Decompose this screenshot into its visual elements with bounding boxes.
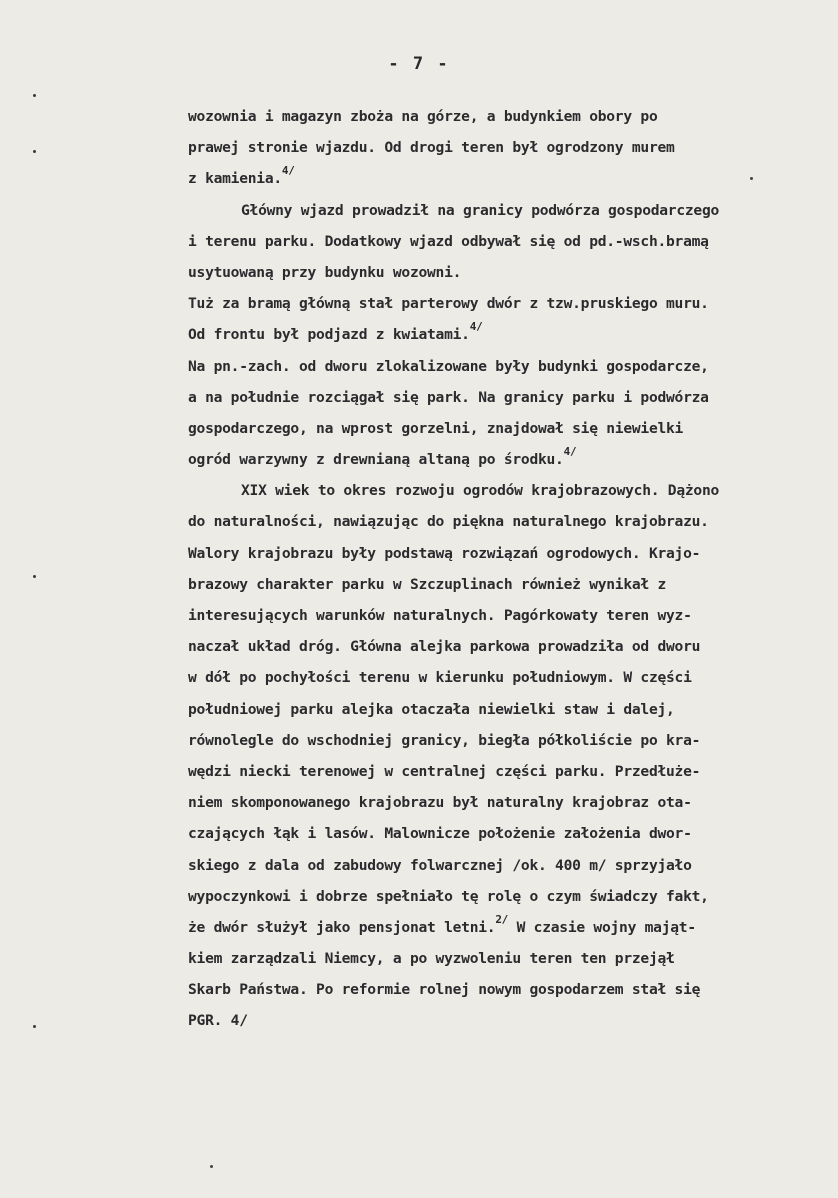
text-line xyxy=(188,538,828,569)
line-text: Tuż za bramą główną stał parterowy dwór z tzw.pruskiego muru. xyxy=(188,295,709,313)
line-text: Skarb Państwa. Po reformie rolnej nowym gospodarzem stał się xyxy=(188,981,701,999)
text-line xyxy=(188,912,828,943)
margin-dot xyxy=(33,575,36,578)
line-text: z kamienia. xyxy=(188,170,282,188)
line-text: XIX wiek to okres rozwoju ogrodów krajobrazowych. Dążono xyxy=(241,482,720,500)
line-text: wędzi niecki terenowej w centralnej części parku. Przedłuże- xyxy=(188,762,701,780)
line-text: kiem zarządzali Niemcy, a po wyzwoleniu teren ten przejął xyxy=(188,950,675,968)
line-text: brazowy charakter parku w Szczuplinach również wynikał z xyxy=(188,575,667,593)
text-line xyxy=(188,195,828,226)
text-line xyxy=(188,132,828,163)
text-line xyxy=(188,756,828,787)
line-text-continued: W czasie wojny mająt- xyxy=(508,918,696,936)
text-line xyxy=(188,257,828,288)
text-line xyxy=(188,631,828,662)
line-text: skiego z dala od zabudowy folwarcznej /ok. 400 m/ sprzyjało xyxy=(188,856,692,874)
text-line xyxy=(188,725,828,756)
text-line xyxy=(188,943,828,974)
line-text: gospodarczego, na wprost gorzelni, znajdował się niewielki xyxy=(188,419,684,437)
line-text: PGR. 4/ xyxy=(188,1012,248,1030)
text-line xyxy=(188,475,828,506)
footnote-ref: 4/ xyxy=(563,445,577,459)
text-line xyxy=(188,881,828,912)
line-text: w dół po pochyłości terenu w kierunku południowym. W części xyxy=(188,669,692,687)
line-text: wozownia i magazyn zboża na górze, a budynkiem obory po xyxy=(188,108,658,125)
line-text: i terenu parku. Dodatkowy wjazd odbywał się od pd.-wsch.bramą xyxy=(188,232,709,250)
text-line xyxy=(188,319,828,350)
text-line xyxy=(188,163,828,194)
line-text: naczał układ dróg. Główna alejka parkowa prowadziła od dworu xyxy=(188,638,701,656)
text-line xyxy=(188,226,828,257)
text-line xyxy=(188,413,828,444)
line-text: niem skomponowanego krajobrazu był naturalny krajobraz ota- xyxy=(188,794,692,812)
text-line xyxy=(188,101,828,132)
text-line xyxy=(188,351,828,382)
line-text: południowej parku alejka otaczała niewielki staw i dalej, xyxy=(188,700,675,718)
line-text: ogród warzywny z drewnianą altaną po środku. xyxy=(188,451,564,469)
footnote-ref: 4/ xyxy=(469,320,483,334)
stray-dot xyxy=(210,1165,213,1168)
text-line xyxy=(188,382,828,413)
text-line xyxy=(188,569,828,600)
text-line xyxy=(188,288,828,319)
footnote-ref: 4/ xyxy=(281,164,295,178)
text-line xyxy=(188,974,828,1005)
margin-dot xyxy=(33,150,36,153)
text-line xyxy=(188,662,828,693)
line-text: do naturalności, nawiązując do piękna naturalnego krajobrazu. xyxy=(188,513,709,531)
page-number: - 7 - xyxy=(388,54,450,74)
line-text: wypoczynkowi i dobrze spełniało tę rolę o czym świadczy fakt, xyxy=(188,887,709,905)
line-text: a na południe rozciągał się park. Na granicy parku i podwórza xyxy=(188,388,709,406)
line-text: Walory krajobrazu były podstawą rozwiązań ogrodowych. Krajo- xyxy=(188,544,701,562)
margin-dot xyxy=(33,1025,36,1028)
line-text: usytuowaną przy budynku wozowni. xyxy=(188,263,462,281)
text-line xyxy=(188,444,828,475)
footnote-ref: 2/ xyxy=(495,912,509,926)
line-text: czających łąk i lasów. Malownicze położenie założenia dwor- xyxy=(188,825,692,843)
text-line xyxy=(188,1005,828,1036)
text-line xyxy=(188,787,828,818)
margin-dot xyxy=(33,94,36,97)
line-text: Na pn.-zach. od dworu zlokalizowane były budynki gospodarcze, xyxy=(188,357,709,375)
text-line xyxy=(188,694,828,725)
text-line xyxy=(188,506,828,537)
line-text: równolegle do wschodniej granicy, biegła półkoliście po kra- xyxy=(188,731,701,749)
line-text: prawej stronie wjazdu. Od drogi teren był ogrodzony murem xyxy=(188,139,675,157)
line-text: interesujących warunków naturalnych. Pagórkowaty teren wyz- xyxy=(188,607,692,624)
line-text: Od frontu był podjazd z kwiatami. xyxy=(188,326,470,344)
body-text xyxy=(188,101,828,1037)
text-line xyxy=(188,818,828,849)
text-line xyxy=(188,850,828,881)
text-line xyxy=(188,600,828,631)
line-text: że dwór służył jako pensjonat letni. xyxy=(188,918,496,936)
line-text: Główny wjazd prowadził na granicy podwórza gospodarczego xyxy=(241,201,720,219)
